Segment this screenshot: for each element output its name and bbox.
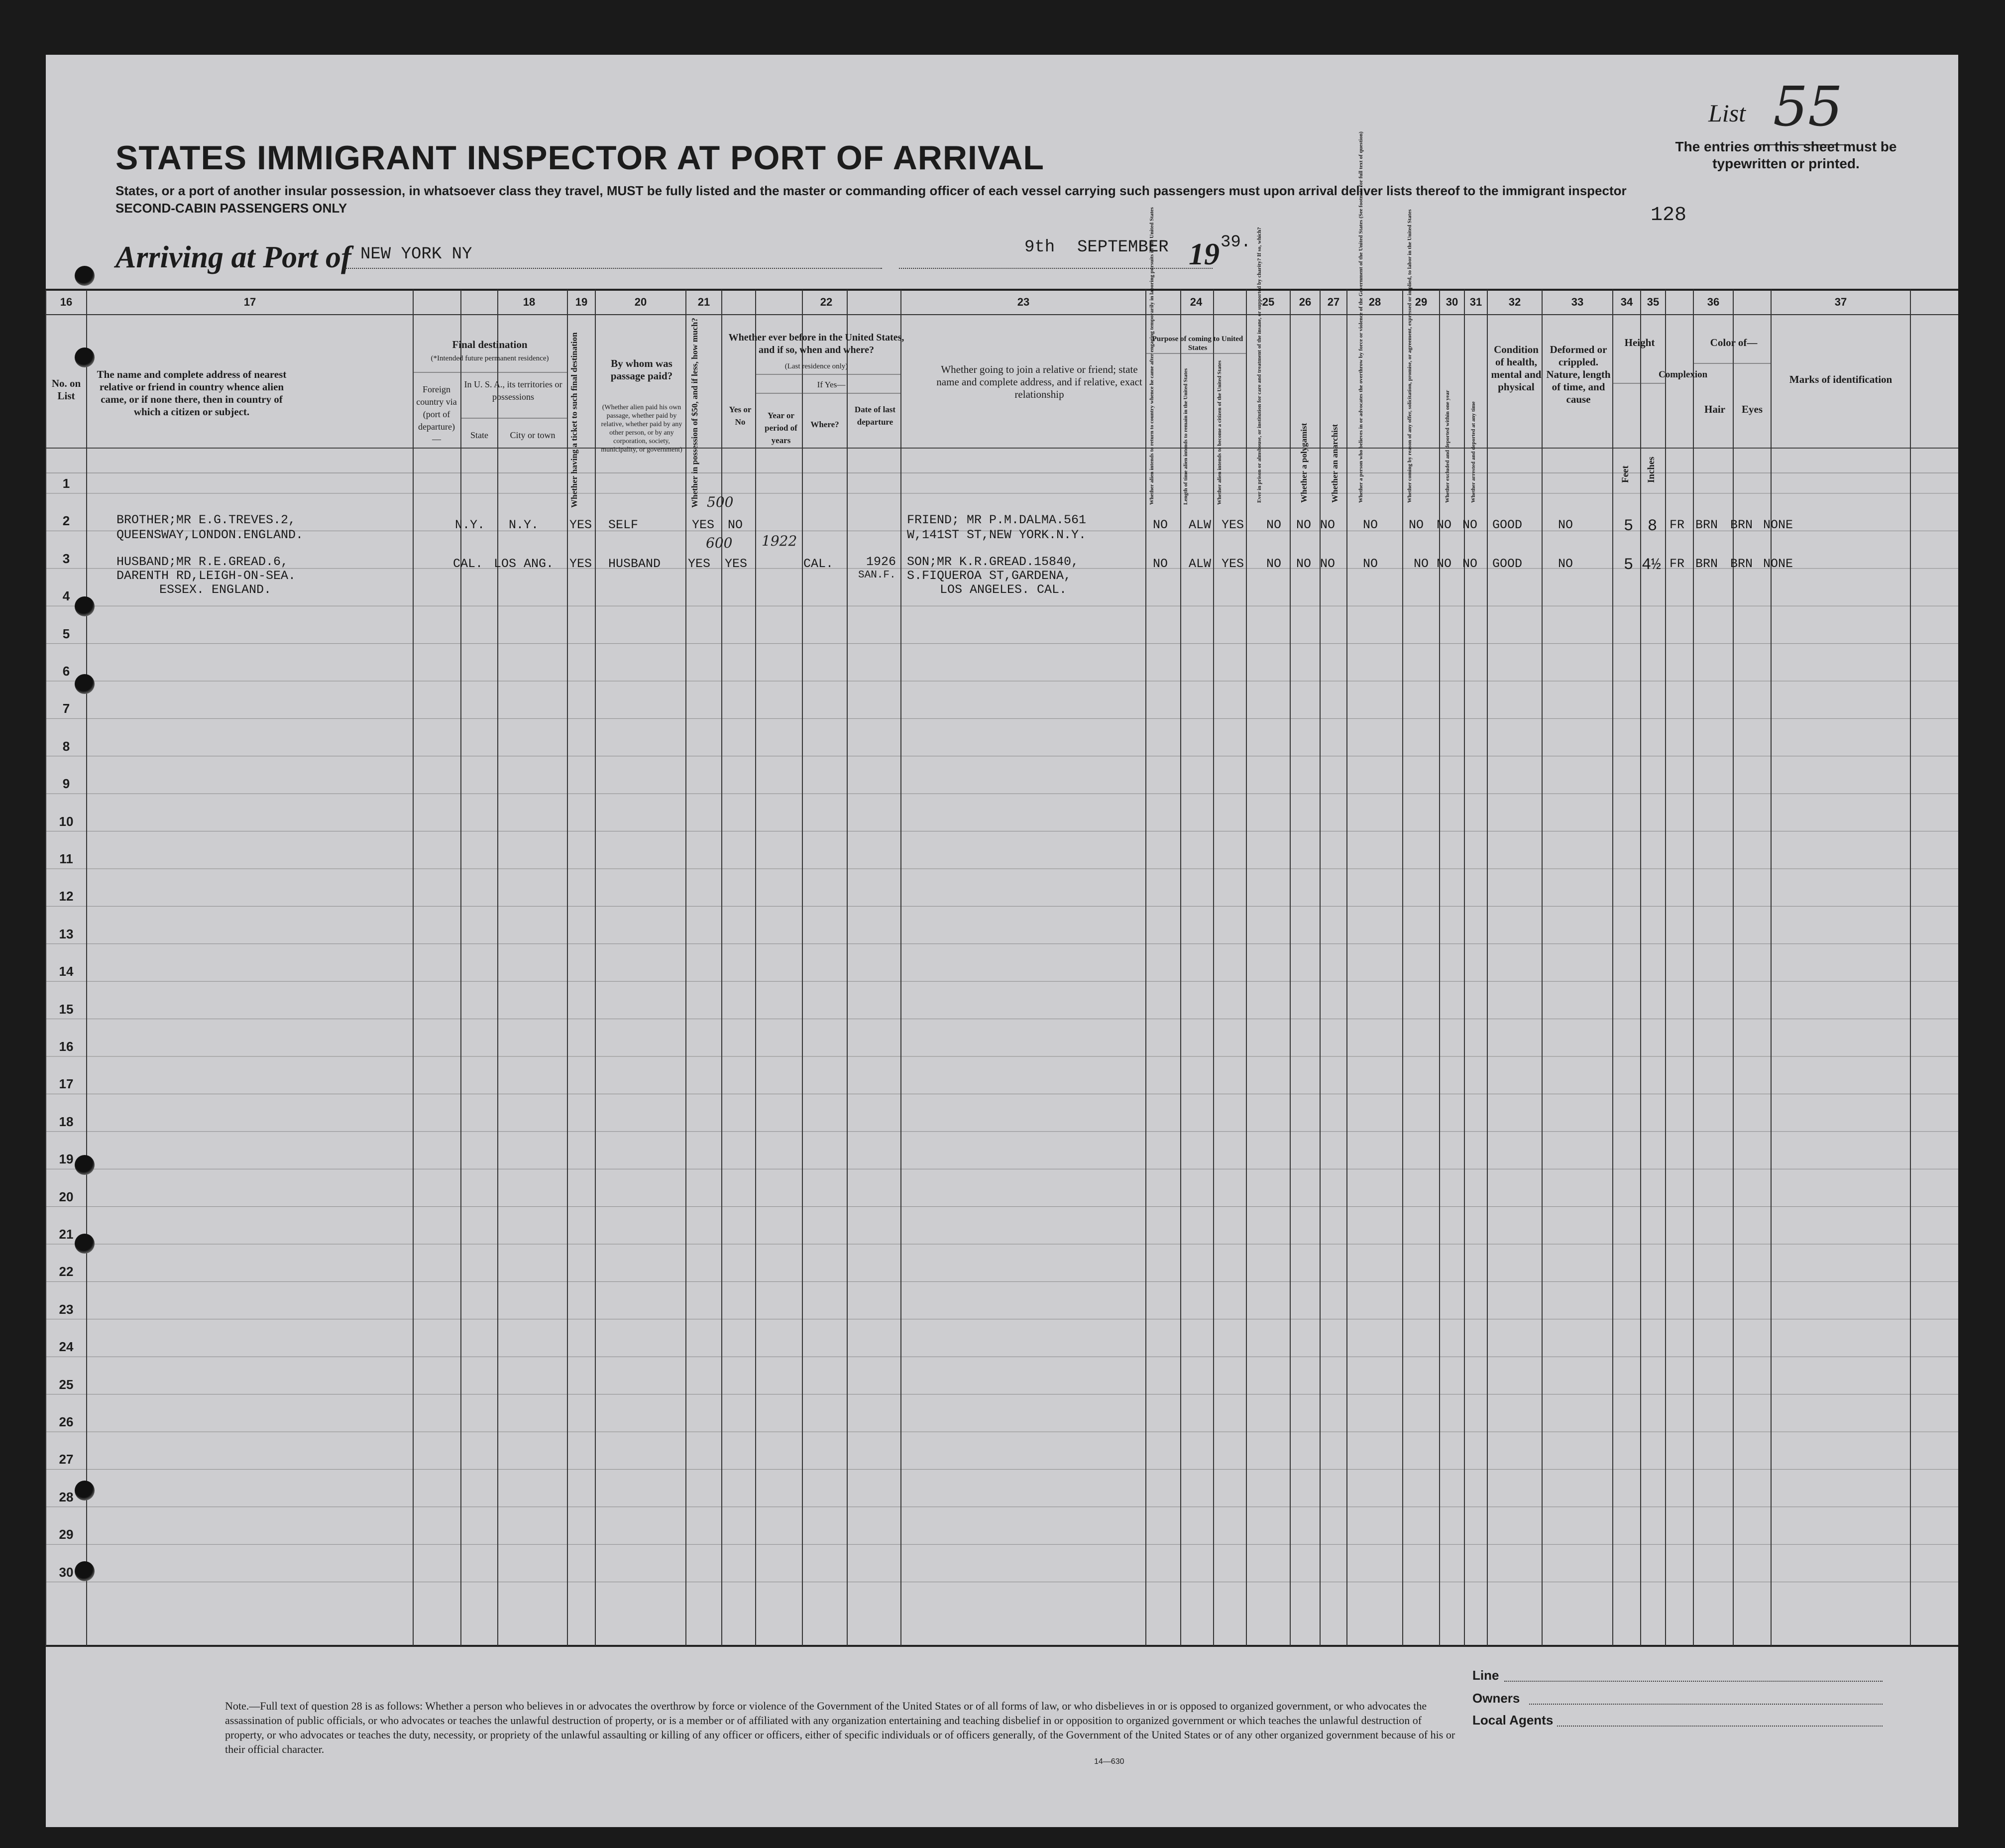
header-eyes: Eyes [1742, 403, 1763, 415]
owners-dotted [1529, 1704, 1883, 1705]
header-hair: Hair [1704, 403, 1725, 415]
header-relative: The name and complete address of nearest relative or friend in country whence alien came, or if none there, then in country of which a citizen or subject. [97, 368, 287, 418]
row2-q31: NO [1462, 557, 1478, 571]
header-anarchist: Whether an anarchist [1330, 424, 1339, 503]
row1-relative-line1: BROTHER;MR E.G.TREVES.2, [116, 513, 296, 527]
row-number-30: 30 [59, 1564, 74, 1580]
header-state: State [470, 430, 488, 440]
column-number-20: 20 [634, 296, 647, 308]
row-number-13: 13 [59, 926, 74, 941]
list-note: The entries on this sheet must be typewritten or printed. [1675, 139, 1897, 171]
header-color-of: Color of— [1710, 337, 1758, 348]
row2-join-line1: SON;MR K.R.GREAD.15840, [907, 555, 1079, 569]
page-title: STATES IMMIGRANT INSPECTOR AT PORT OF ARRIVAL [115, 139, 1044, 177]
header-ticket: Whether having a ticket to such final destination [569, 332, 579, 508]
row-number-21: 21 [59, 1227, 74, 1242]
row2-where: CAL. [803, 557, 834, 571]
row1-purpose-citizen: YES [1222, 518, 1244, 532]
row2-paid-by: HUSBAND [608, 557, 661, 571]
table-grid [46, 55, 1958, 1827]
row-number-17: 17 [59, 1076, 74, 1092]
column-number-28: 28 [1368, 296, 1381, 308]
header-last-residence: (Last residence only) [784, 362, 848, 370]
row1-complexion: FR [1670, 518, 1685, 532]
column-number-27: 27 [1327, 296, 1340, 308]
header-q28: Whether a person who believes in or advocates the overthrow by force or violence of the Government of the United States (See footnote for full text of question) [1358, 131, 1364, 503]
row2-purpose-citizen: YES [1222, 557, 1244, 571]
owners-label: Owners [1472, 1691, 1520, 1706]
row1-q29: NO [1409, 518, 1424, 532]
column-number-21: 21 [697, 296, 710, 308]
header-condition: Condition of health, mental and physical [1491, 344, 1542, 393]
column-number-17: 17 [243, 296, 256, 308]
column-number-35: 35 [1647, 296, 1660, 308]
header-final-destination-note: (*Intended future permanent residence) [431, 354, 549, 362]
row1-eyes: BRN [1730, 518, 1753, 532]
row-number-16: 16 [59, 1039, 74, 1054]
line-dotted [1504, 1681, 1883, 1682]
header-where: Where? [810, 420, 839, 429]
punch-hole [75, 1561, 95, 1581]
row1-condition: GOOD [1492, 518, 1523, 532]
row-number-14: 14 [59, 964, 74, 979]
column-number-23: 23 [1017, 296, 1030, 308]
row2-hair: BRN [1695, 557, 1718, 571]
row-number-11: 11 [59, 851, 73, 866]
row1-deformed: NO [1558, 518, 1573, 532]
row-number-6: 6 [62, 664, 70, 679]
agents-label: Local Agents [1472, 1713, 1554, 1728]
header-marks: Marks of identification [1789, 373, 1893, 385]
manifest-sheet [46, 55, 1958, 1827]
header-by-whom: By whom was passage paid? [610, 357, 673, 382]
row2-relative-line3: ESSEX. ENGLAND. [159, 582, 272, 597]
row-number-23: 23 [59, 1301, 74, 1317]
header-possession-50: Whether in possession of $50, and if less, how much? [690, 318, 699, 508]
row1-q26: NO [1296, 518, 1312, 532]
punch-hole [75, 596, 95, 616]
row1-feet: 5 [1624, 517, 1634, 535]
header-by-whom-note: (Whether alien paid his own passage, whether paid by relative, whether paid by any other person, or by any corporation, society, municipality, or government) [601, 404, 682, 454]
row-number-18: 18 [59, 1114, 74, 1129]
header-if-yes: If Yes— [817, 380, 846, 389]
column-number-32: 32 [1508, 296, 1521, 308]
row-number-28: 28 [59, 1489, 74, 1504]
header-complexion: Complexion [1659, 369, 1708, 380]
punch-hole [75, 347, 95, 367]
year-prefix: 19 [1189, 237, 1220, 271]
column-number-31: 31 [1469, 296, 1482, 308]
row-number-8: 8 [62, 738, 70, 754]
row2-condition: GOOD [1492, 557, 1523, 571]
row1-state: N.Y. [455, 518, 485, 532]
row1-join-line2: W,141ST ST,NEW YORK.N.Y. [907, 528, 1087, 542]
header-q30: Whether excluded and deported within one year [1445, 390, 1450, 503]
punch-hole [75, 1234, 95, 1254]
row2-q29: NO [1414, 557, 1429, 571]
instructions-text: States, or a port of another insular possession, in whatsoever class they travel, MUST be fully listed and the master or commanding officer of each vessel carrying such passengers must upon arrival deliver lists thereof to the immigrant inspector [115, 183, 1627, 198]
row-number-12: 12 [59, 889, 74, 904]
header-purpose: Purpose of coming to United States [1152, 335, 1243, 352]
class-label: SECOND-CABIN PASSENGERS ONLY [115, 201, 347, 216]
row-number-10: 10 [59, 813, 74, 829]
column-number-36: 36 [1707, 296, 1720, 308]
row2-q28: NO [1363, 557, 1378, 571]
row1-q30: NO [1437, 518, 1452, 532]
row2-date-departure-place: SAN.F. [858, 570, 896, 581]
row2-inches: 4½ [1642, 556, 1661, 574]
year-suffix: 39. [1221, 233, 1251, 252]
row-number-4: 4 [62, 588, 70, 604]
column-number-29: 29 [1415, 296, 1428, 308]
row-number-7: 7 [62, 701, 70, 716]
row2-city: LOS ANG. [494, 557, 554, 571]
row2-q25: NO [1266, 557, 1282, 571]
row-number-2: 2 [62, 513, 70, 529]
row1-paid-by: SELF [608, 518, 639, 532]
header-in-usa: In U. S. A., its territories or possessions [464, 379, 562, 402]
punch-hole [75, 1155, 95, 1175]
row1-inches: 8 [1648, 517, 1658, 535]
header-date-departure: Date of last departure [854, 405, 896, 427]
row2-possession-handwritten: 600 [706, 535, 733, 551]
row2-purpose-length: ALW [1189, 557, 1212, 571]
row-number-1: 1 [62, 476, 70, 491]
header-city: City or town [510, 430, 556, 440]
row1-ticket: YES [569, 518, 592, 532]
punch-hole [75, 1481, 95, 1501]
column-number-37: 37 [1834, 296, 1847, 308]
column-number-24: 24 [1190, 296, 1203, 308]
arriving-label: Arriving at Port of [115, 240, 351, 274]
arrival-month: SEPTEMBER [1077, 238, 1169, 257]
row2-purpose-return: NO [1153, 557, 1168, 571]
column-number-22: 22 [820, 296, 833, 308]
port-value: NEW YORK NY [360, 245, 472, 264]
row-number-20: 20 [59, 1189, 74, 1204]
row2-relative-line1: HUSBAND;MR R.E.GREAD.6, [116, 555, 289, 569]
row2-ever-before: YES [725, 557, 748, 571]
row2-complexion: FR [1670, 557, 1685, 571]
agents-dotted [1557, 1726, 1883, 1727]
punch-hole [75, 674, 95, 694]
punch-hole [75, 266, 95, 286]
row-number-5: 5 [62, 626, 70, 641]
row1-hair: BRN [1695, 518, 1718, 532]
line-label: Line [1472, 1668, 1499, 1683]
row-number-22: 22 [59, 1264, 74, 1279]
row-number-27: 27 [59, 1452, 74, 1467]
header-join-relative: Whether going to join a relative or friend; state name and complete address, and if relative, exact relationship [936, 363, 1142, 400]
header-feet: Feet [1620, 465, 1631, 483]
row-number-29: 29 [59, 1527, 74, 1542]
row2-relative-line2: DARENTH RD,LEIGH-ON-SEA. [116, 569, 296, 583]
list-label: List [1708, 99, 1746, 127]
header-q31: Whether arrested and deported at any time [1470, 401, 1476, 503]
header-polygamist: Whether a polygamist [1299, 423, 1309, 503]
row2-year-handwritten: 1922 [762, 533, 797, 549]
column-number-18: 18 [523, 296, 536, 308]
row1-purpose-return: NO [1153, 518, 1168, 532]
row1-q27: NO [1320, 518, 1336, 532]
row1-ever-before: NO [728, 518, 743, 532]
header-purpose-citizen: Whether alien intends to become a citizen of the United States [1217, 360, 1223, 505]
column-number-16: 16 [60, 296, 73, 308]
row2-deformed: NO [1558, 557, 1573, 571]
list-number: 55 [1773, 75, 1843, 138]
arrival-day: 9th [1024, 238, 1055, 257]
header-inches: Inches [1646, 457, 1657, 483]
row2-q27: NO [1320, 557, 1336, 571]
row2-join-line3: LOS ANGELES. CAL. [940, 582, 1067, 597]
row1-marks: NONE [1763, 518, 1793, 532]
row-number-15: 15 [59, 1001, 74, 1017]
row2-q30: NO [1437, 557, 1452, 571]
row2-possession: YES [688, 557, 711, 571]
header-height: Height [1624, 337, 1655, 348]
row2-ticket: YES [569, 557, 592, 571]
row1-relative-line2: QUEENSWAY,LONDON.ENGLAND. [116, 528, 304, 542]
row1-possession-handwritten: 500 [707, 494, 734, 510]
row1-q28: NO [1363, 518, 1378, 532]
header-final-destination: Final destination [452, 339, 528, 350]
header-no-on-list: No. on List [51, 377, 81, 402]
row2-eyes: BRN [1730, 557, 1753, 571]
row2-marks: NONE [1763, 557, 1793, 571]
row2-q26: NO [1296, 557, 1312, 571]
row-number-25: 25 [59, 1377, 74, 1392]
column-number-30: 30 [1446, 296, 1458, 308]
row-number-26: 26 [59, 1414, 74, 1429]
row-number-9: 9 [62, 776, 70, 792]
row1-city: N.Y. [509, 518, 539, 532]
sheet-number: 128 [1651, 204, 1687, 227]
row-number-3: 3 [62, 551, 70, 566]
column-number-19: 19 [575, 296, 588, 308]
row2-join-line2: S.FIQUEROA ST,GARDENA, [907, 569, 1072, 583]
header-purpose-length: Length of time alien intends to remain in the United States [1183, 368, 1189, 505]
header-foreign-country: Foreign country via (port of departure)— [416, 384, 457, 444]
header-ever-before: Whether ever before in the United States, and if so, when and where? [728, 332, 904, 355]
row1-purpose-length: ALW [1189, 518, 1212, 532]
header-purpose-return: Whether alien intends to return to country whence he came after engaging temporarily in laboring pursuits in the United States [1149, 207, 1155, 505]
header-deformed: Deformed or crippled. Nature, length of time, and cause [1546, 344, 1611, 405]
row1-q25: NO [1266, 518, 1282, 532]
row2-feet: 5 [1624, 556, 1634, 574]
header-yes-no: Yes or No [729, 405, 752, 427]
row1-q31: NO [1462, 518, 1478, 532]
footnote-q28: Note.—Full text of question 28 is as follows: Whether a person who believes in or advocates the overthrow by force or violence of the Government of the United States or of all forms of law, or who disbelieves in or is opposed to organized government, or who advocates the assassination of public officials, or who advocates or teaches the unlawful destruction of property, or is a member or of affiliated with any organization entertaining and teaching disbelief in or opposition to organized government or which teaches the unlawful destruction of property, or who advocates or teaches the duty, necessity, or propriety of the unlawful assaulting or killing of any officer or officers, either of specific individuals or of officers generally, of the Government of the United States or of any other organized government because of his or their official character. [225, 1700, 1455, 1755]
row1-possession: YES [692, 518, 715, 532]
header-q29: Whether coming by reason of any offer, solicitation, promise, or agreement, expressed or implied, to labor in the United States [1407, 209, 1413, 503]
column-number-26: 26 [1299, 296, 1312, 308]
row-number-19: 19 [59, 1152, 74, 1167]
column-number-33: 33 [1571, 296, 1584, 308]
row2-date-departure: 1926 [866, 555, 896, 569]
row1-join-line1: FRIEND; MR P.M.DALMA.561 [907, 513, 1087, 527]
row-number-24: 24 [59, 1339, 74, 1355]
column-number-25: 25 [1262, 296, 1275, 308]
row2-state: CAL. [453, 557, 483, 571]
column-number-34: 34 [1620, 296, 1633, 308]
form-number: 14—630 [1094, 1757, 1124, 1766]
header-prison: Ever in prison or almshouse, or institution for care and treatment of the insane, or supported by charity? If so, which? [1256, 227, 1262, 503]
header-year-period: Year or period of years [765, 411, 797, 445]
